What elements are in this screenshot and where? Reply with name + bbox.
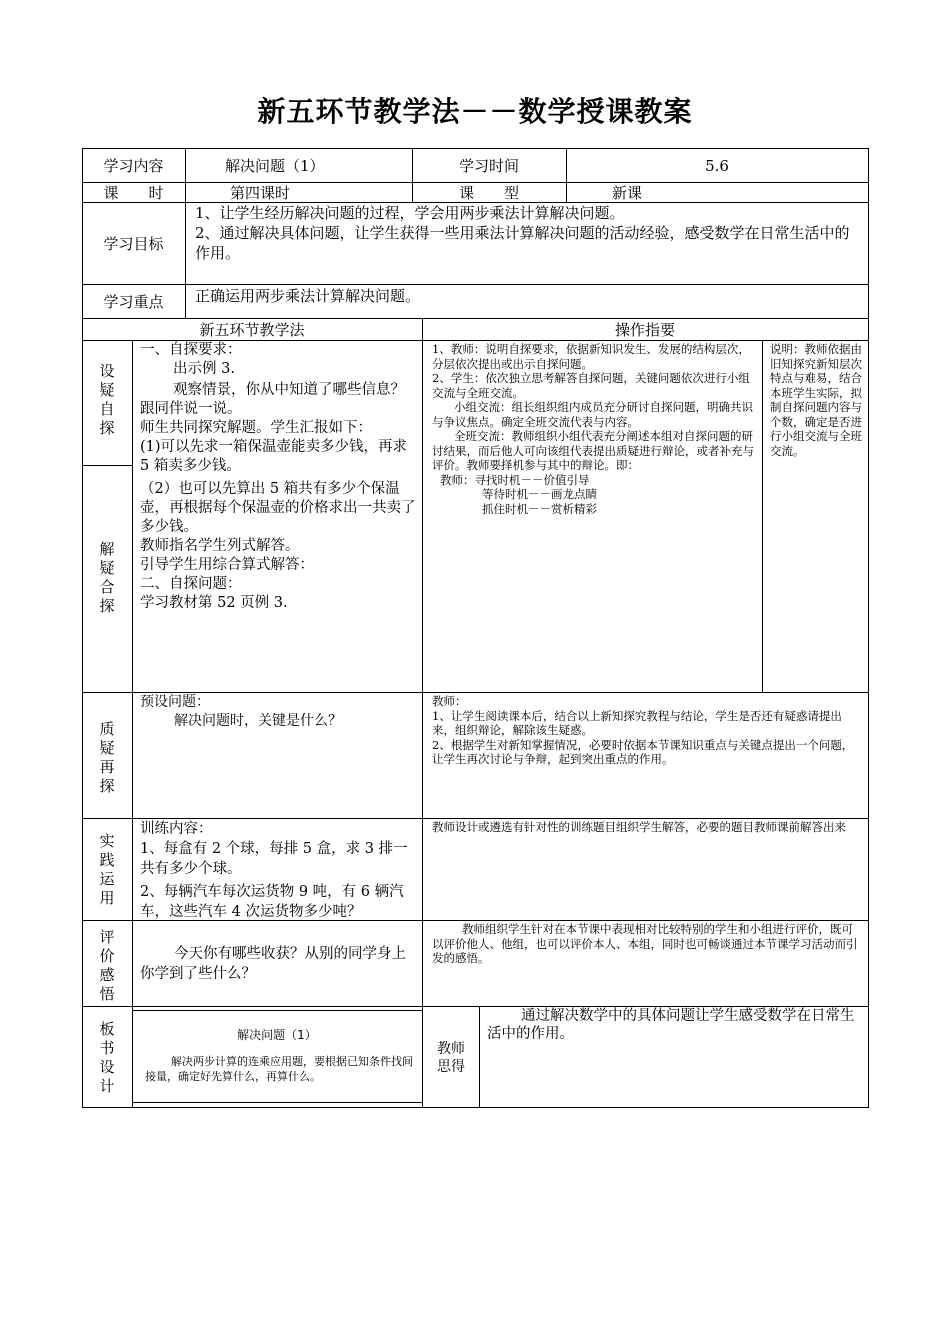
method-column-header: 新五环节教学法 [199,321,305,339]
type-label: 课 型 [458,184,519,202]
stage-label-question-explore: 质疑再探 [99,720,115,795]
guide-line: 等待时机－－画龙点睛 [482,487,597,501]
stage4-line: 2、每辆汽车每次运货物 9 吨，有 6 辆汽车，这些汽车 4 次运货物多少吨？ [140,884,404,920]
guide-line: 教师：寻找时机－－价值引导 [440,472,590,487]
guide-line: 2、根据学生对新知掌握情况，必要时依据本节课知识重点与关键点提出一个问题，让学生再次讨论与争辩，起到突出重点的作用。 [432,737,854,766]
stage1-content [140,341,418,613]
stage1-line: 引导学生用综合算式解答： [140,557,314,573]
stage1-line: 师生共同探究解题。学生汇报如下： [140,420,372,436]
page-title: 新五环节教学法－－数学授课教案 [257,95,693,128]
stage5-content: 今天你有哪些收获？从别的同学身上你学到了些什么？ [140,946,406,982]
guide-line: 1、教师：说明自探要求，依据新知识发生、发展的结构层次，分层依次提出或出示自探问题。 [432,342,750,371]
guide-line: 2、学生：依次独立思考解答自探问题，关键问题依次进行小组交流与全班交流。 [432,371,750,400]
stage-label-evaluation: 评价感悟 [99,928,115,1003]
stage1-line: （2）也可以先算出 5 箱共有多少个保温壶，再根据每个保温壶的价格求出一共卖了多少钱。 [140,481,416,535]
stage4-line: 1、每盒有 2 个球，每排 5 盒，求 3 排一共有多少个球。 [140,841,408,877]
content-value: 解决问题（1） [225,157,325,175]
goals-text [195,203,863,263]
stage1-line: 二、自探问题： [140,576,242,592]
stage1-line: (1)可以先求一箱保温壶能卖多少钱，再求 5 箱卖多少钱。 [140,439,408,474]
stage1-line: 学习教材第 52 页例 3. [140,595,288,611]
goal-1: 1、让学生经历解决问题的过程，学会用两步乘法计算解决问题。 [195,204,625,222]
stage1-line: 出示例 3. [173,361,235,377]
stage4-line: 训练内容： [140,821,213,837]
stage-label-board: 板书设计 [99,1020,115,1095]
time-label: 学习时间 [458,157,519,175]
stage1-guide [432,342,758,516]
stage1-line: 观察情景，你从中知道了哪些信息？跟同伴说一说。 [140,382,405,417]
time-value: 5.6 [705,157,729,175]
stage1-line: 一、自探要求： [140,342,242,358]
stage3-line: 预设问题： [140,694,210,710]
stage3-content [140,693,418,731]
board-title: 解决问题（1） [237,1028,317,1042]
stage1-line: 教师指名学生列式解答。 [140,538,300,554]
stage4-content [140,819,418,922]
guide-line: 全班交流：教师组织小组代表充分阐述本组对自探问题的研讨结果，而后他人可向该组代表提出质疑进行辩论，或者补充与评价。教师要择机参与其中的辩论。即： [432,429,754,472]
teacher-reflection-text: 通过解决数学中的具体问题让学生感受数学在日常生活中的作用。 [487,1008,855,1042]
period-label: 课 时 [103,184,164,202]
period-value: 第四课时 [230,184,291,202]
teacher-reflection-label: 教师思得 [437,1041,465,1075]
stage4-guide: 教师设计或遴选有针对性的训练题目组织学生解答，必要的题目教师课前解答出来 [432,820,846,834]
stage3-line: 解决问题时，关键是什么？ [174,713,342,729]
stage5-guide: 教师组织学生针对在本节课中表现相对比较特别的学生和小组进行评价，既可以评价他人、他组，也可以评价本人、本组，同时也可畅谈通过本节课学习活动而引发的感悟。 [432,922,858,965]
guide-line: 抓住时机－－赏析精彩 [482,501,597,516]
focus-label: 学习重点 [103,293,164,311]
stage1-note: 说明：教师依据由旧知探究新知层次特点与难易，结合本班学生实际，拟制自探问题内容与个数，确定是否进行小组交流与全班交流。 [770,342,862,458]
guide-line: 教师： [432,694,467,708]
stage-label-practice: 实践运用 [99,832,115,907]
stage-label-cooperative-explore: 解疑合探 [99,540,115,615]
focus-text: 正确运用两步乘法计算解决问题。 [195,287,421,305]
content-label: 学习内容 [103,157,164,175]
guide-column-header: 操作指要 [614,321,675,339]
guide-line: 小组交流：组长组织组内成员充分研讨自探问题，明确共识与争议焦点。确定全班交流代表与内容。 [432,400,753,429]
goals-label: 学习目标 [103,235,164,253]
guide-line: 1、让学生阅读课本后，结合以上新知探究教程与结论，学生是否还有疑惑请提出来，组织辩论，解除该生疑惑。 [432,708,842,737]
stage3-guide [432,694,864,767]
type-value: 新课 [612,184,643,202]
goal-2: 2、通过解决具体问题，让学生获得一些用乘法计算解决问题的活动经验，感受数学在日常生活中的作用。 [195,224,850,262]
stage-label-self-explore: 设疑自探 [99,362,115,437]
board-text: 解决两步计算的连乘应用题，要根据已知条件找间接量，确定好先算什么，再算什么。 [145,1055,413,1083]
